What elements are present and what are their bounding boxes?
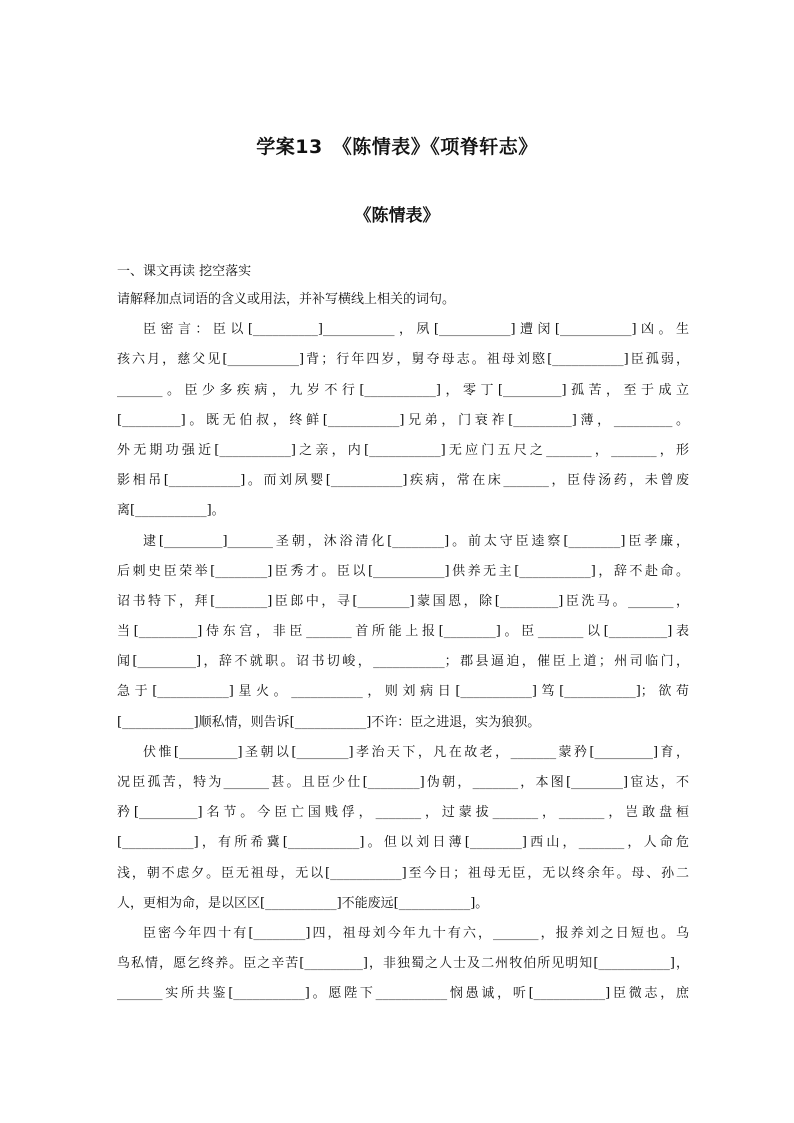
text-line: 臣密言：臣以[__________]___________，夙[___________]遭闵[___________]凶。生 — [143, 322, 689, 338]
text-line: _______实所共鉴[___________]。愿陛下___________悯愚诚，听[___________]臣微志，庶 — [117, 986, 689, 1002]
section-heading: 一、课文再读 挖空落实 — [117, 264, 252, 279]
text-line: 逮[_________]_______圣朝，沐浴清化[________]。前太守臣逵察[________]臣孝廉， — [143, 533, 689, 549]
text-line: 孩六月，慈父见[___________]背；行年四岁，舅夺母志。祖母刘愍[___________]臣孤弱， — [117, 352, 689, 368]
document-title: 学案13 《陈情表》《项脊轩志》 — [256, 136, 538, 158]
text-line: 急于[___________]星火。___________，则刘病日[___________]笃[___________]；欲苟 — [117, 684, 689, 700]
content-body — [117, 258, 689, 1010]
text-line: [_________]。既无伯叔，终鲜[___________]兄弟，门衰祚[_________]薄，_________。 — [117, 412, 689, 428]
text-line: 外无期功强近[___________]之亲，内[___________]无应门五尺之_______，_______，形 — [117, 442, 689, 458]
text-line: 闻[_________]，辞不就职。诏书切峻，___________；郡县逼迫，催臣上道；州司临门， — [117, 654, 689, 670]
text-line: 后刺史臣荣举[________]臣秀才。臣以[___________]供养无主[___________]，辞不赴命。 — [117, 563, 689, 579]
text-line: _______。臣少多疾病，九岁不行[___________]，零丁[_________]孤苦，至于成立 — [117, 382, 689, 398]
text-line: 臣密今年四十有[________]四，祖母刘今年九十有六，_______，报养刘之日短也。乌 — [143, 925, 689, 941]
text-line: [___________]顺私情，则告诉[___________]不许：臣之进退，实为狼狈。 — [117, 714, 541, 730]
text-line: 诏书特下，拜[________]臣郎中，寻[________]蒙国恩，除[_________]臣洗马。_______， — [117, 593, 689, 609]
text-line: 浅，朝不虑夕。臣无祖母，无以[___________]至今日；祖母无臣，无以终余年。母、孙二 — [117, 865, 689, 881]
text-line: 离[___________]。 — [117, 503, 225, 519]
text-line: 鸟私情，愿乞终养。臣之辛苦[_________]，非独蜀之人士及二州牧伯所见明知[___________]， — [117, 956, 689, 972]
text-line: 人，更相为命，是以区区[___________]不能废远[___________]。 — [117, 895, 489, 911]
text-line: 当[_________]侍东宫，非臣_______首所能上报[________]。臣_______以[_________]表 — [117, 624, 689, 640]
section-subtitle: 《陈情表》 — [354, 206, 440, 226]
text-line: 伏惟[_________]圣朝以[________]孝治天下，凡在故老，_______蒙矜[_________]育， — [143, 744, 689, 760]
text-line: 影相吊[___________]。而刘夙婴[___________]疾病，常在床_______，臣侍汤药，未曾废 — [117, 473, 689, 489]
text-line: 矜[_________]名节。今臣亡国贱俘，_______，过蒙拔_______，_______，岂敢盘桓 — [117, 805, 689, 821]
text-line: 况臣孤苦，特为_______甚。且臣少仕[________]伪朝，_______，本图[________]宦达，不 — [117, 775, 689, 790]
text-line: [___________]，有所希冀[___________]。但以刘日薄[________]西山，_______，人命危 — [117, 835, 689, 851]
instruction-text: 请解释加点词语的含义或用法，并补写横线上相关的词句。 — [117, 292, 456, 307]
